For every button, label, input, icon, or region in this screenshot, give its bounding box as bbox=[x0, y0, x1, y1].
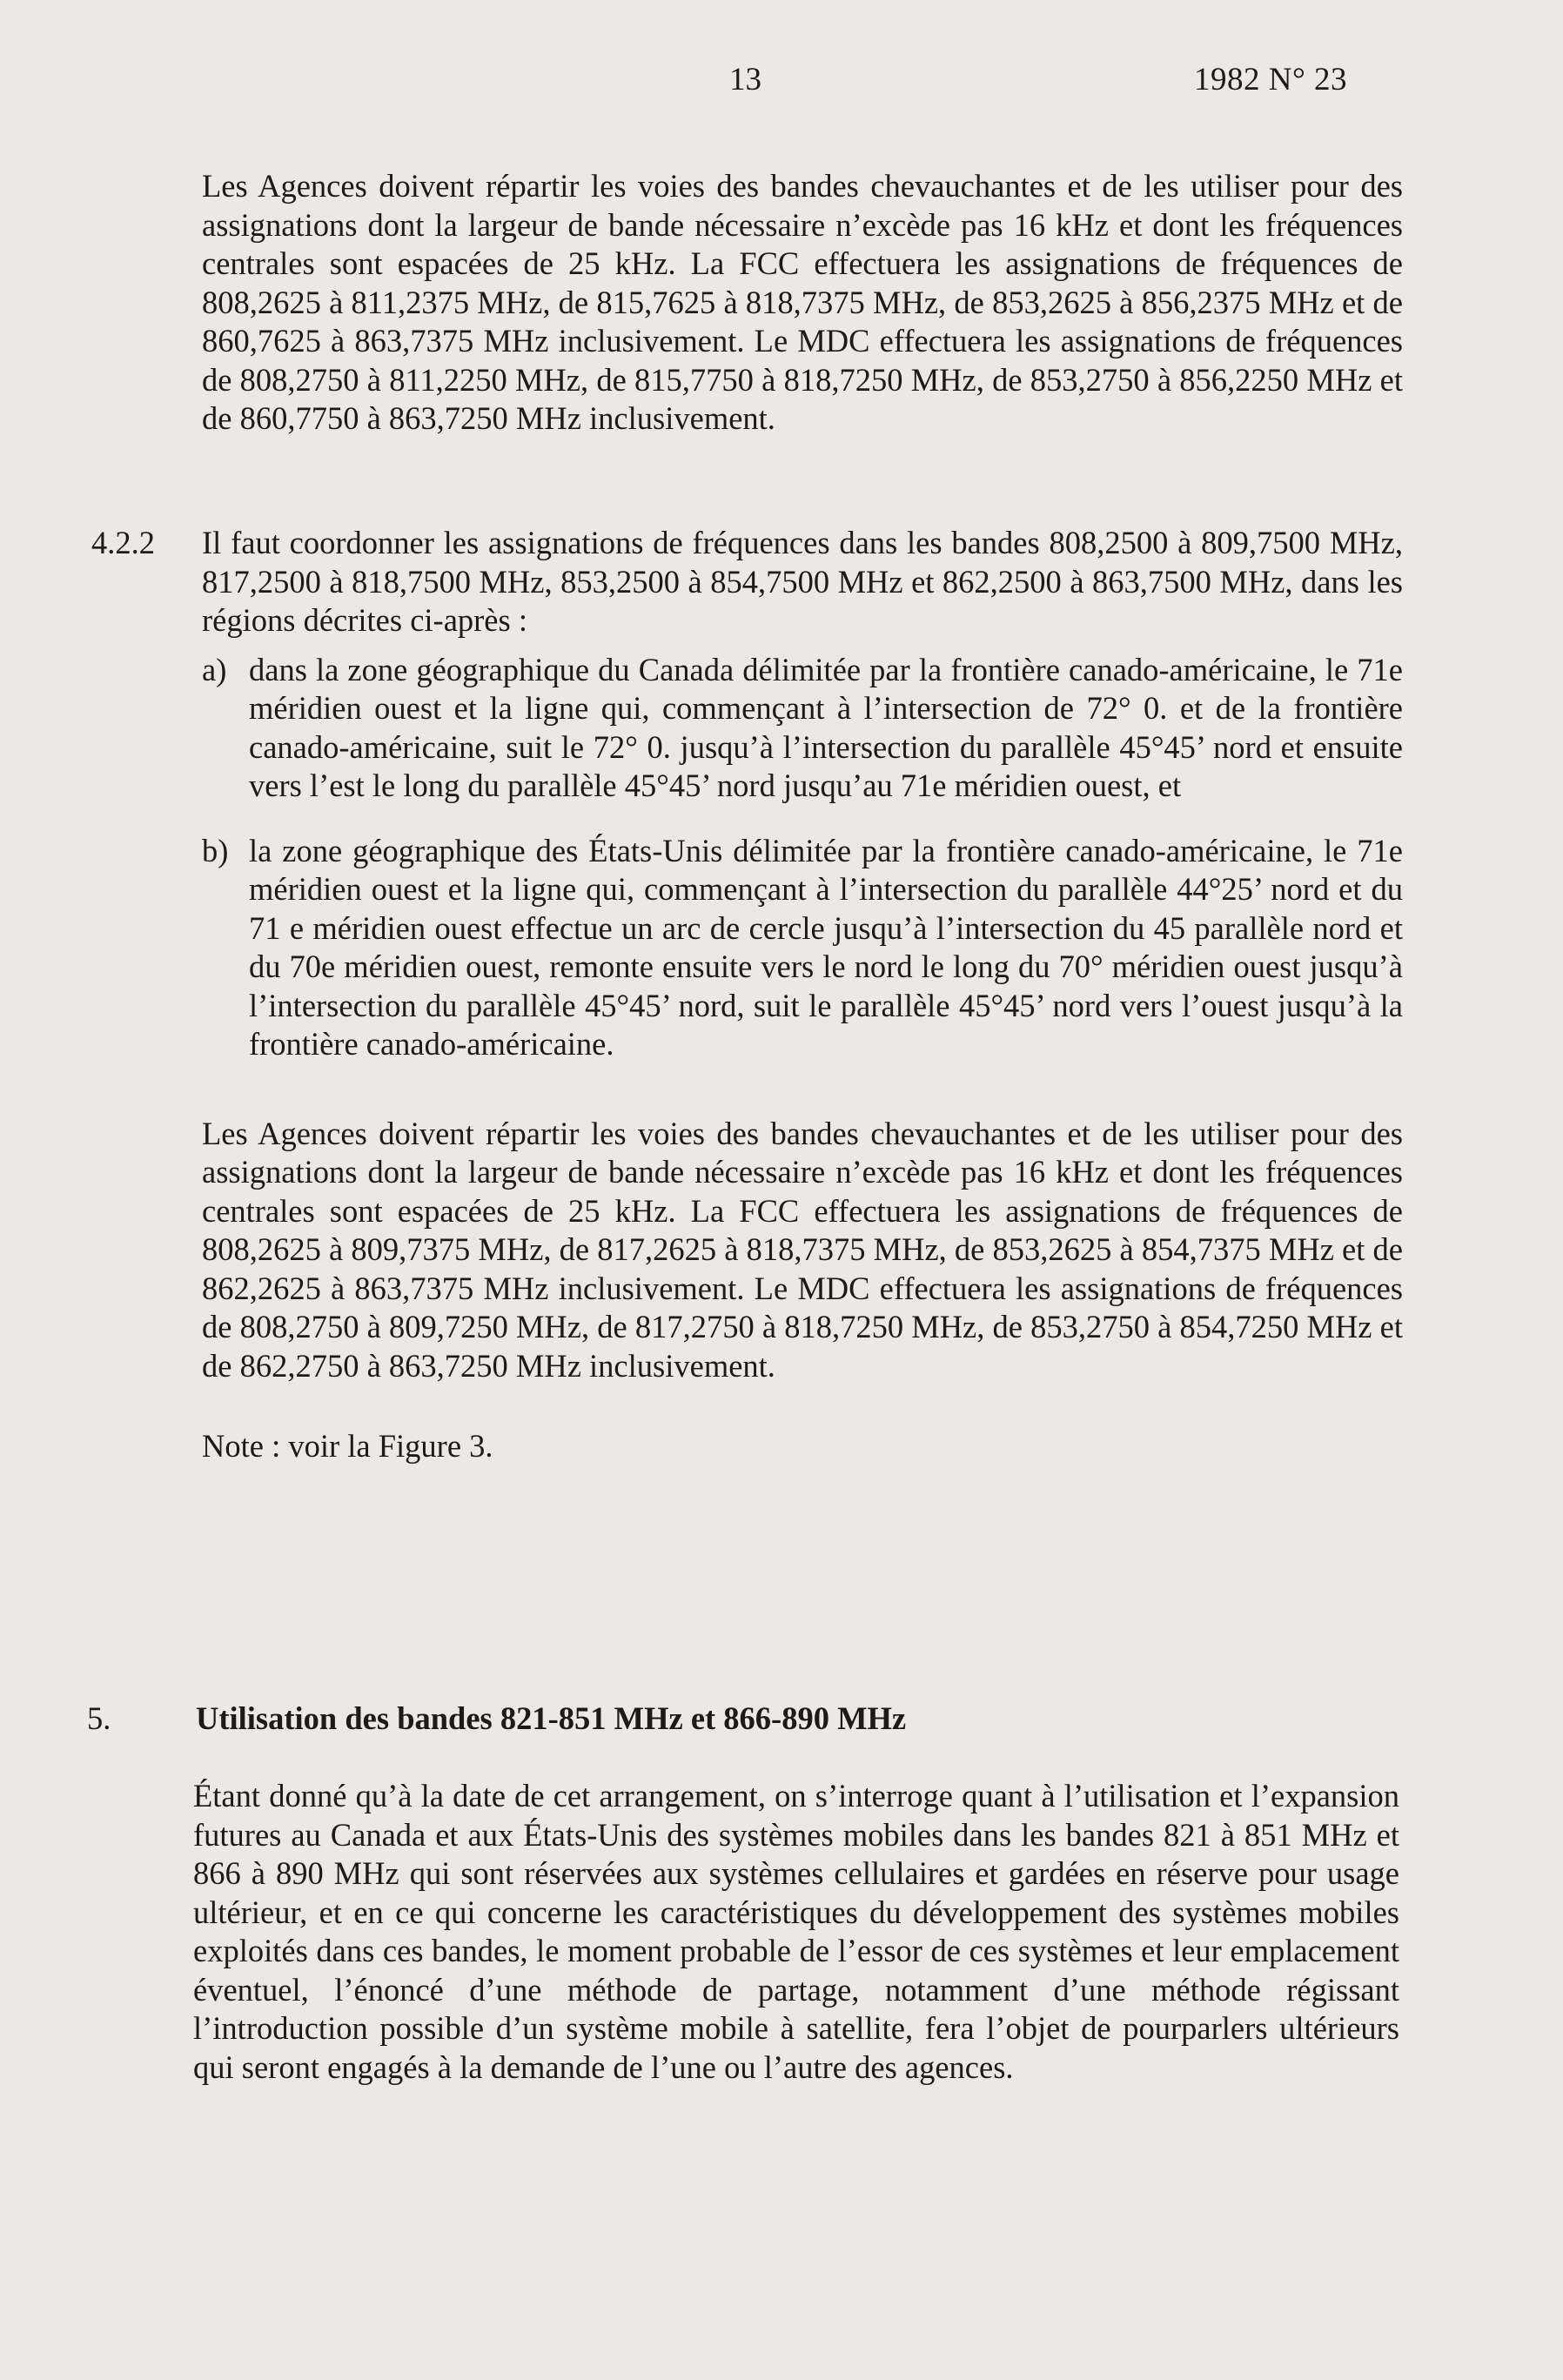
list-marker: b) bbox=[202, 832, 229, 868]
list-item-a bbox=[202, 651, 1403, 806]
list-marker: a) bbox=[202, 651, 227, 687]
section-intro: Il faut coordonner les assignations de fréquences dans les bandes 808,2500 à 809,7500 MHz, 817,2500 à 818,7500 MHz, 853,2500 à 854,7500 MHz et 862,2500 à 863,7500 MHz, dans les régions décrites ci-après : bbox=[202, 525, 1403, 638]
section-4-2-2-body bbox=[202, 524, 1403, 1466]
list-item-b bbox=[202, 832, 1403, 1064]
page-number: 13 bbox=[729, 62, 761, 97]
section-number-5: 5. bbox=[87, 1700, 111, 1736]
closing-paragraph: Les Agences doivent répartir les voies des bandes chevauchantes et de les utiliser pour des assignations dont la largeur de bande nécessaire n’excède pas 16 kHz et dont les fréquences centrales sont espacées de 25 kHz. La FCC effectuera les assignations de fréquences de 808,2625 à 809,7375 MHz, de 817,2625 à 818,7375 MHz, de 853,2625 à 854,7375 MHz et de 862,2625 à 863,7375 MHz inclusivement. Le MDC effectuera les assignations de fréquences de 808,2750 à 809,7250 MHz, de 817,2750 à 818,7250 MHz, de 853,2750 à 854,7250 MHz et de 862,2750 à 863,7250 MHz inclusivement. bbox=[202, 1115, 1403, 1384]
paragraph-overlap-channels bbox=[202, 167, 1403, 439]
section-title: Utilisation des bandes 821-851 MHz et 866-890 MHz bbox=[196, 1700, 907, 1736]
page-header bbox=[0, 61, 1563, 113]
section-5-paragraph: Étant donné qu’à la date de cet arrangement, on s’interroge quant à l’utilisation et l’expansion futures au Canada et aux États-Unis des systèmes mobiles dans les bandes 821 à 851 MHz et 866 à 890 MHz qui sont réservées aux systèmes cellulaires et gardées en réserve pour usage ultérieur, et en ce qui concerne les caractéristiques du développement des systèmes mobiles exploités dans ces bandes, le moment probable de l’essor de ces systèmes et leur emplacement éventuel, l’énoncé d’une méthode de partage, notamment d’une méthode régissant l’introduction possible d’un système mobile à satellite, fera l’objet de pourparlers ultérieurs qui seront engagés à la demande de l’une ou l’autre des agences. bbox=[193, 1778, 1399, 2085]
issue-number: 1982 N° 23 bbox=[1194, 62, 1348, 97]
section-number-4-2-2: 4.2.2 bbox=[91, 525, 155, 560]
list-item-text: dans la zone géographique du Canada délimitée par la frontière canado-américaine, le 71e méridien ouest et la ligne qui, commençant à l’intersection de 72° 0. et de la frontière canado-américaine, suit le 72° 0. jusqu’à l’intersection du parallèle 45°45’ nord et ensuite vers l’est le long du parallèle 45°45’ nord jusqu’au 71e méridien ouest, et bbox=[249, 651, 1403, 803]
paragraph-text: Les Agences doivent répartir les voies des bandes chevauchantes et de les utiliser pour des assignations dont la largeur de bande nécessaire n’excède pas 16 kHz et dont les fréquences centrales sont espacées de 25 kHz. La FCC effectuera les assignations de fréquences de 808,2625 à 811,2375 MHz, de 815,7625 à 818,7375 MHz, de 853,2625 à 856,2375 MHz et de 860,7625 à 863,7375 MHz inclusivement. Le MDC effectuera les assignations de fréquences de 808,2750 à 811,2250 MHz, de 815,7750 à 818,7250 MHz, de 853,2750 à 856,2250 MHz et de 860,7750 à 863,7250 MHz inclusivement. bbox=[202, 168, 1403, 436]
list-item-text: la zone géographique des États-Unis délimitée par la frontière canado-américaine, le 71e méridien ouest et la ligne qui, commençant à l’intersection du parallèle 44°25’ nord et du 71 e méridien ouest effectue un arc de cercle jusqu’à l’intersection du 45 parallèle nord et du 70e méridien ouest, remonte ensuite vers le nord le long du 70° méridien ouest jusqu’à l’intersection du parallèle 45°45’ nord, suit le parallèle 45°45’ nord vers l’ouest jusqu’à la frontière canado-américaine. bbox=[249, 832, 1403, 1062]
section-5-body bbox=[193, 1777, 1399, 2087]
figure-note: Note : voir la Figure 3. bbox=[202, 1428, 493, 1464]
